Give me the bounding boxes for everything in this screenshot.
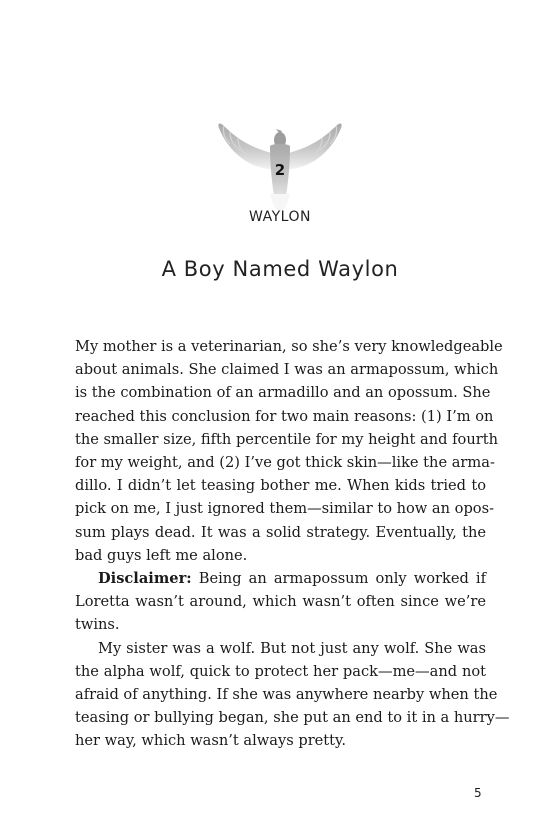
text-line: for my weight, and (2) I’ve got thick skin—like the arma- [75,454,495,472]
text-line: dillo. I didn’t let teasing bother me. When kids tried to [75,477,486,495]
text-line [75,567,486,590]
chapter-title: A Boy Named Waylon [161,257,399,281]
disclaimer-label: Disclaimer: [98,570,192,588]
text-line: bad guys left me alone. [75,546,248,564]
chapter-number: 2 [274,161,286,179]
text-line: her way, which wasn’t always pretty. [75,732,346,750]
page-number: 5 [474,786,482,800]
text-line: My sister was a wolf. But not just any wolf. She was [98,639,486,657]
body-text [75,335,510,753]
text-line: the alpha wolf, quick to protect her pack—me—and not [75,662,486,680]
text-line: Loretta wasn’t around, which wasn’t often since we’re [75,593,486,611]
text-line: the smaller size, fifth percentile for my height and fourth [75,430,498,448]
text-line: about animals. She claimed I was an armapossum, which [75,361,499,379]
text-line: afraid of anything. If she was anywhere nearby when the [75,686,498,704]
text-line: is the combination of an armadillo and an opossum. She [75,384,491,402]
text-line: twins. [75,616,120,634]
text-line: My mother is a veterinarian, so she’s very knowledgeable [75,338,503,355]
text-line: reached this conclusion for two main reasons: (1) I’m on [75,407,494,425]
text-line: sum plays dead. It was a solid strategy. Eventually, the [75,523,486,541]
chapter-narrator: WAYLON [249,209,311,225]
text-line: teasing or bullying began, she put an end to it in a hurry— [75,709,510,727]
text-line: pick on me, I just ignored them—similar to how an opos- [75,500,495,518]
text-span: Being an armapossum only worked if [191,570,486,588]
